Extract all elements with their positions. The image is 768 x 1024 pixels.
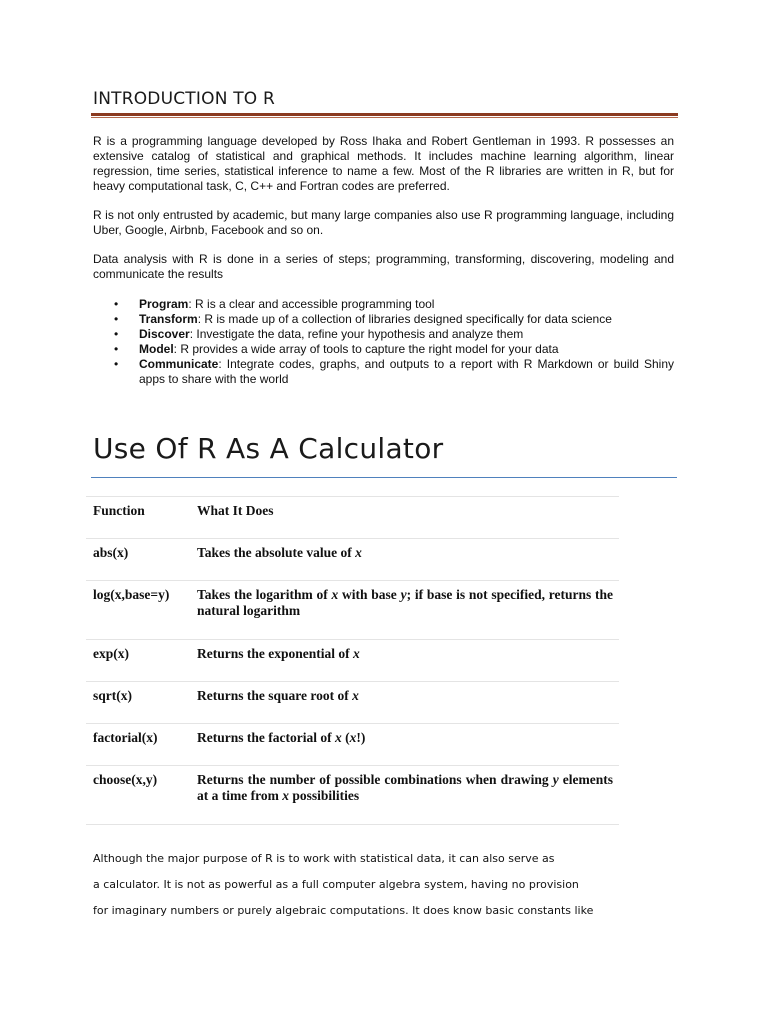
description-text: with base <box>338 587 401 602</box>
variable-text: x <box>334 730 342 745</box>
description-cell <box>190 682 619 724</box>
calculator-text-line: Although the major purpose of R is to work with statistical data, it can also serve as <box>93 852 555 865</box>
variable-text: x <box>282 788 289 803</box>
description-text: Returns the square root of <box>197 688 353 703</box>
function-cell: factorial(x) <box>86 724 190 766</box>
column-header-description: What It Does <box>190 497 619 539</box>
list-item-text: : Integrate codes, graphs, and outputs to a report with R Markdown or build Shiny apps to share with the world <box>139 357 674 386</box>
function-cell: abs(x) <box>86 539 190 581</box>
list-item-text: : R provides a wide array of tools to capture the right model for your data <box>173 342 559 356</box>
list-item-text: : R is made up of a collection of libraries designed specifically for data science <box>197 312 612 326</box>
list-item <box>93 327 674 342</box>
list-item-term: Model <box>139 342 174 356</box>
variable-text: y <box>552 772 559 787</box>
list-item-term: Transform <box>139 312 198 326</box>
description-text: Returns the number of possible combinations when drawing <box>197 772 553 787</box>
variable-text: x <box>349 730 357 745</box>
function-cell: log(x,base=y) <box>86 581 190 640</box>
table-row <box>86 724 619 766</box>
description-text: Takes the absolute value of <box>197 545 356 560</box>
table-row <box>86 766 619 825</box>
description-cell <box>190 766 619 825</box>
description-text: possibilities <box>288 788 360 803</box>
heading-underline <box>91 477 677 478</box>
section-heading-calculator: Use Of R As A Calculator <box>93 432 444 465</box>
table-header-row <box>86 497 619 539</box>
description-text: ; if base is not specified, returns the natural logarithm <box>197 587 613 618</box>
list-item <box>93 297 674 312</box>
variable-text: x <box>331 587 339 602</box>
list-item-text: : R is a clear and accessible programming tool <box>188 297 435 311</box>
calculator-text-line: a calculator. It is not as powerful as a full computer algebra system, having no provision <box>93 878 579 891</box>
calculator-text-line: for imaginary numbers or purely algebraic computations. It does know basic constants like <box>93 904 594 917</box>
heading-underline-thick <box>91 113 678 116</box>
function-cell: exp(x) <box>86 640 190 682</box>
description-text: Returns the exponential of <box>197 646 353 661</box>
heading-underline-thin <box>91 117 678 118</box>
steps-list <box>93 297 674 387</box>
bullet-icon: • <box>114 357 119 371</box>
description-cell <box>190 581 619 640</box>
paragraph-history: R is a programming language developed by Ross Ihaka and Robert Gentleman in 1993. R possesses an extensive catalog of statistical and graphical methods. It includes machine learning algorithm, linear regression, time series, statistical inference to name a few. Most of the R libraries are written in R, but for heavy computational task, C, C++ and Fortran codes are preferred. <box>93 134 674 193</box>
functions-table <box>86 496 619 825</box>
description-text: ( <box>341 730 350 745</box>
variable-text: x <box>353 646 360 661</box>
section-heading-introduction: INTRODUCTION TO R <box>93 89 275 109</box>
paragraph-workflow: Data analysis with R is done in a series of steps; programming, transforming, discovering, modeling and communicate the results <box>93 252 674 281</box>
bullet-icon: • <box>114 327 119 341</box>
list-item <box>93 357 674 387</box>
list-item-term: Communicate <box>139 357 219 371</box>
description-text: elements at a time from <box>197 772 613 803</box>
variable-text: x <box>352 688 359 703</box>
table-row <box>86 539 619 581</box>
table-row <box>86 682 619 724</box>
description-text: Returns the factorial of <box>197 730 335 745</box>
description-cell <box>190 640 619 682</box>
list-item-text: : Investigate the data, refine your hypothesis and analyze them <box>189 327 524 341</box>
list-item-term: Program <box>139 297 189 311</box>
list-item-term: Discover <box>139 327 190 341</box>
description-text: !) <box>356 730 366 745</box>
description-text: Takes the logarithm of <box>197 587 332 602</box>
table-row <box>86 640 619 682</box>
list-item <box>93 342 674 357</box>
bullet-icon: • <box>114 342 119 356</box>
list-item <box>93 312 674 327</box>
paragraph-adoption: R is not only entrusted by academic, but many large companies also use R programming language, including Uber, Google, Airbnb, Facebook and so on. <box>93 208 674 237</box>
description-cell <box>190 724 619 766</box>
variable-text: y <box>400 587 407 602</box>
variable-text: x <box>355 545 362 560</box>
table-row <box>86 581 619 640</box>
bullet-icon: • <box>114 297 119 311</box>
description-cell <box>190 539 619 581</box>
column-header-function: Function <box>86 497 190 539</box>
function-cell: choose(x,y) <box>86 766 190 825</box>
function-cell: sqrt(x) <box>86 682 190 724</box>
bullet-icon: • <box>114 312 119 326</box>
